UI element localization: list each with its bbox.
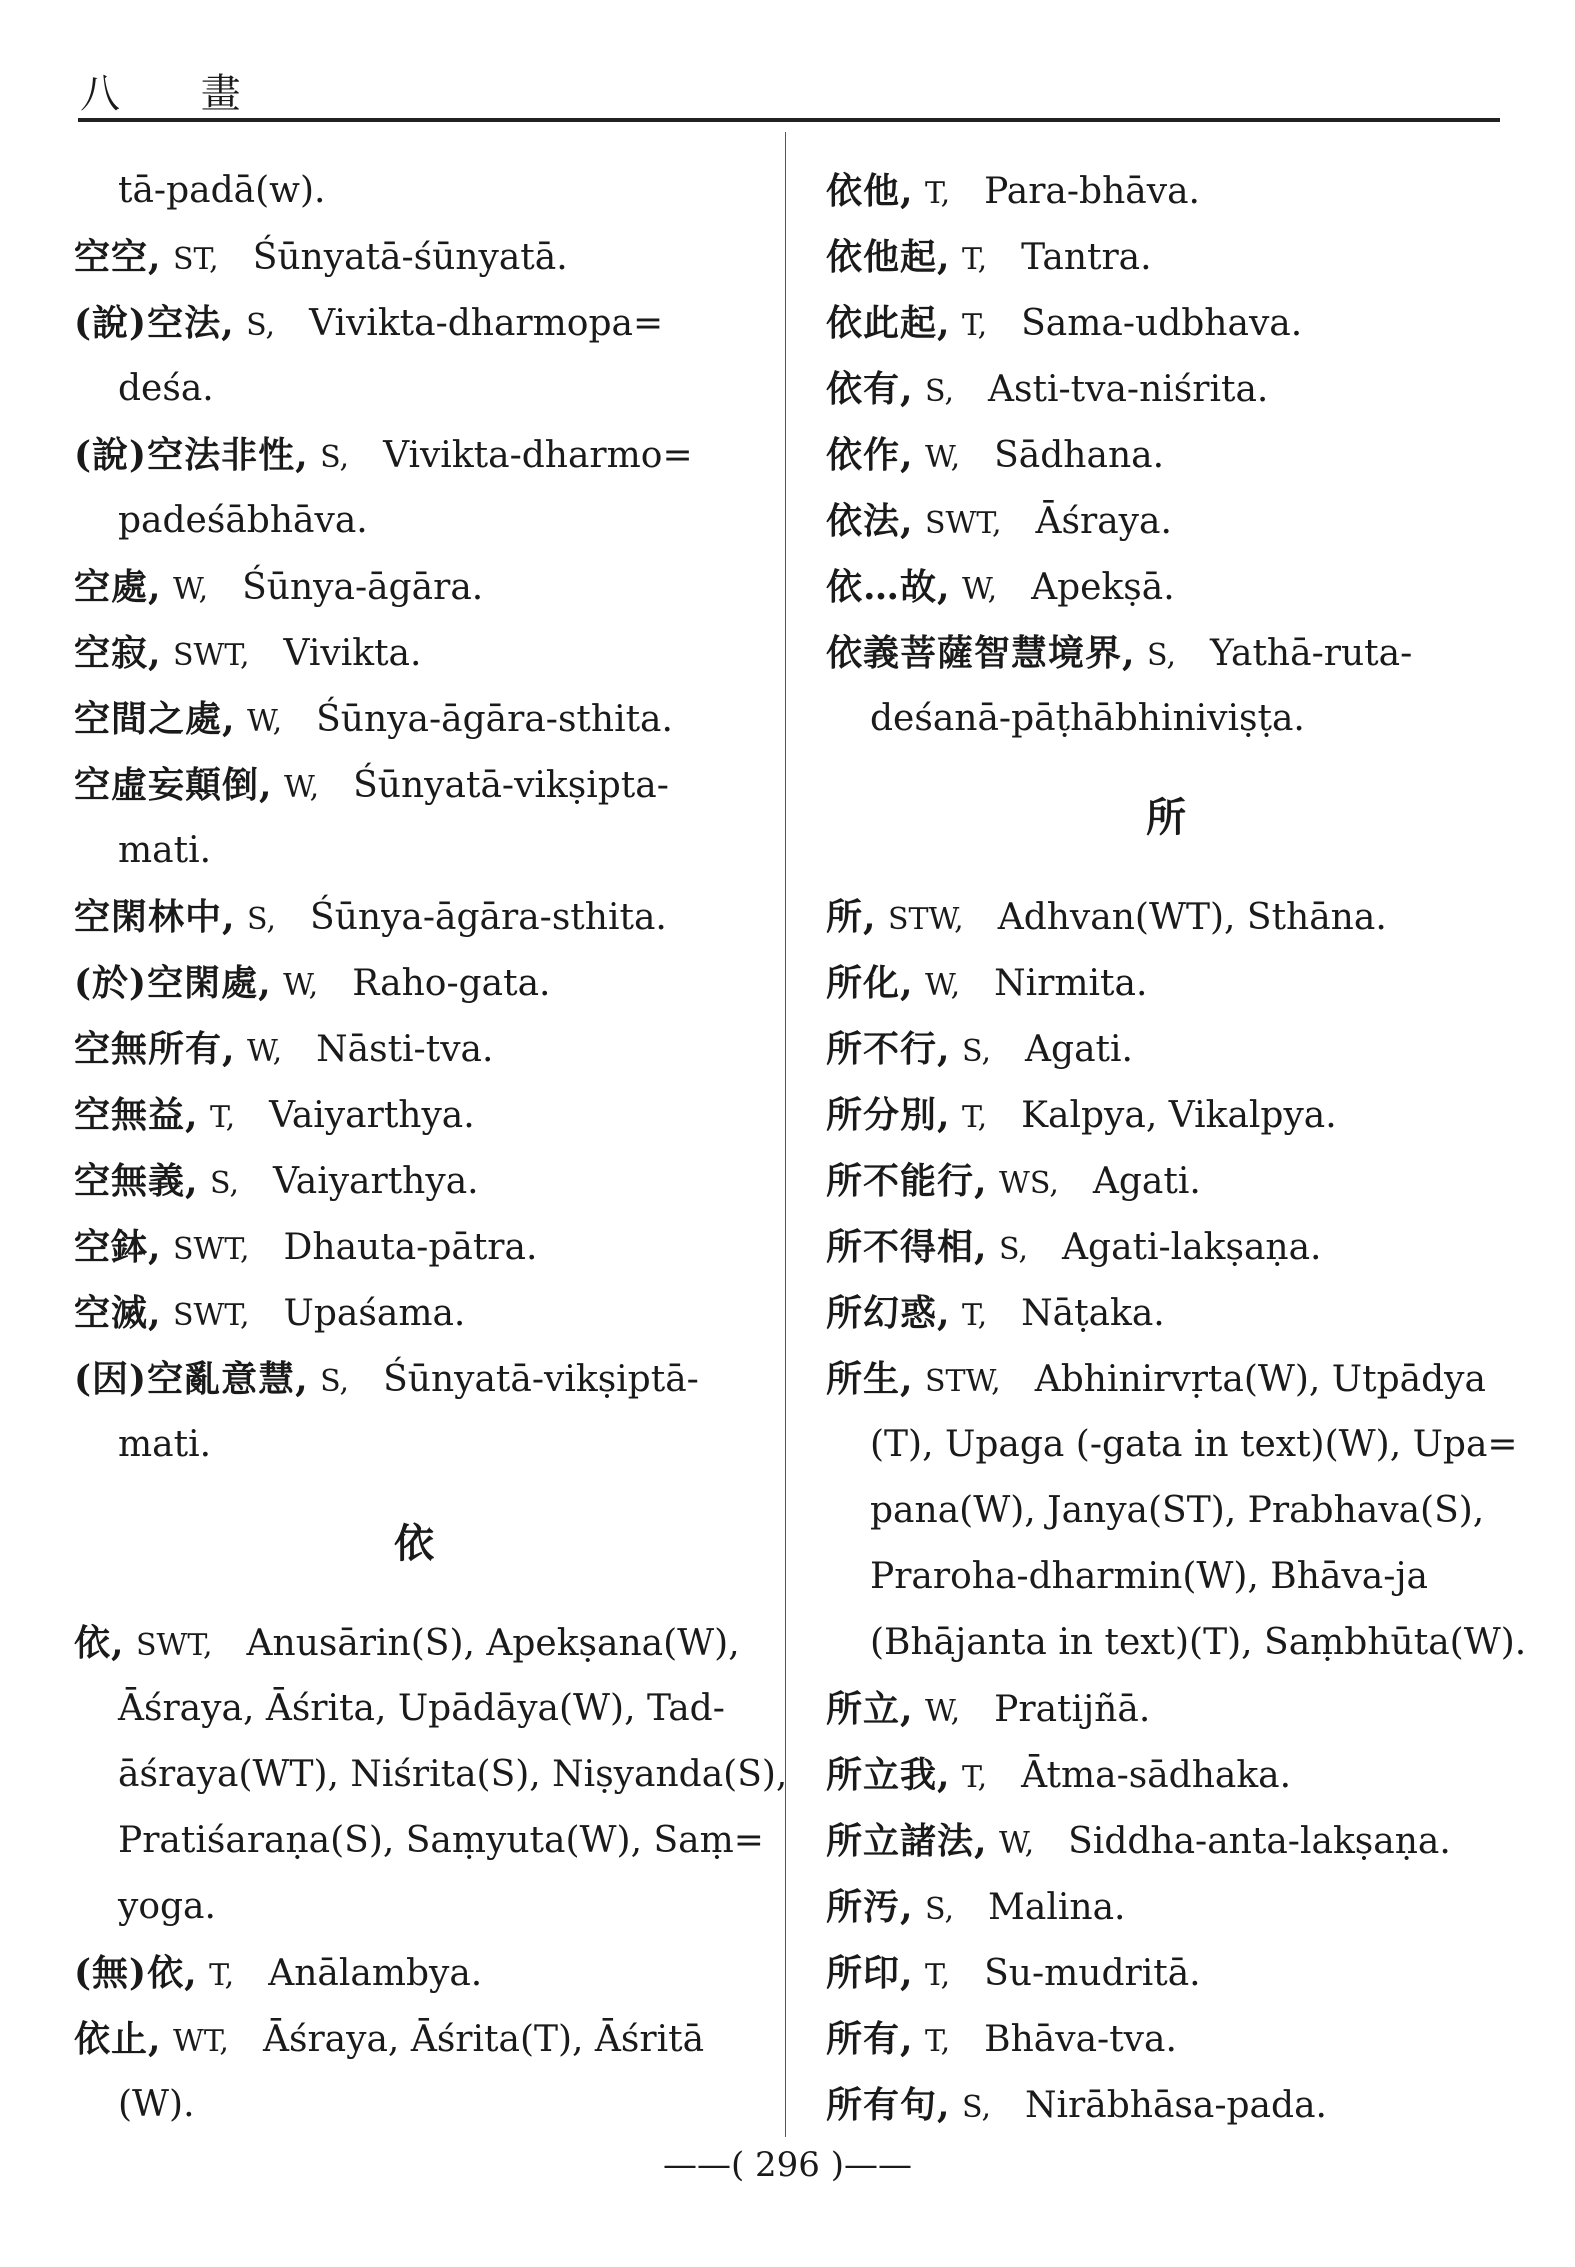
- entry-sanskrit: Agati.: [1092, 1161, 1201, 1202]
- entry-headword: 所立我,: [826, 1754, 951, 1796]
- entry-headword: (說)空法,: [74, 302, 235, 344]
- entry-source: STW,: [925, 1364, 1001, 1399]
- dictionary-entry: [826, 1808, 1506, 1874]
- entry-sanskrit: Kalpya, Vikalpya.: [1021, 1095, 1337, 1136]
- entry-sanskrit: Anusārin(S), Apekṣana(W),: [246, 1623, 740, 1664]
- section-heading: 依: [394, 1520, 434, 1567]
- entry-headword: 所化,: [826, 962, 914, 1004]
- entry-source: T,: [962, 1298, 988, 1333]
- entry-headword: (無)依,: [74, 1952, 198, 1994]
- entry-sanskrit: Śūnya-āgāra-sthita.: [316, 699, 673, 740]
- dictionary-entry: [826, 1016, 1506, 1082]
- entry-headword: 所,: [826, 896, 877, 938]
- entry-continuation: tā-padā(w).: [118, 170, 326, 211]
- entry-source: T,: [962, 1760, 988, 1795]
- entry-sanskrit: Āśraya, Āśrita(T), Āśritā: [262, 2019, 705, 2060]
- left-column: [74, 158, 788, 2138]
- entry-headword: 空無所有,: [74, 1028, 236, 1070]
- entry-sanskrit: Sama-udbhava.: [1021, 303, 1303, 344]
- dictionary-entry: [74, 224, 754, 290]
- entry-headword: 空虛妄顛倒,: [74, 764, 273, 806]
- entry-headword: 依義菩薩智慧境界,: [826, 632, 1136, 674]
- entry-sanskrit: Agati-lakṣaṇa.: [1062, 1227, 1322, 1268]
- entry-source: S,: [925, 374, 955, 409]
- entry-headword: 所汚,: [826, 1886, 914, 1928]
- entry-sanskrit: Vivikta-dharmo=: [383, 435, 693, 476]
- entry-sanskrit: Śūnyatā-śūnyatā.: [252, 237, 568, 278]
- entry-sanskrit: Raho-gata.: [352, 963, 551, 1004]
- entry-sanskrit: Nāsti-tva.: [316, 1029, 494, 1070]
- entry-sanskrit: Anālambya.: [268, 1953, 483, 1994]
- entry-continuation: (Bhājanta in text)(T), Saṃbhūta(W).: [870, 1622, 1527, 1663]
- entry-sanskrit: Adhvan(WT), Sthāna.: [997, 897, 1387, 938]
- entry-source: W,: [925, 1694, 961, 1729]
- entry-source: W,: [247, 1034, 283, 1069]
- entry-source: W,: [925, 440, 961, 475]
- entry-source: T,: [962, 242, 988, 277]
- dictionary-entry: [826, 1280, 1506, 1346]
- entry-headword: 空處,: [74, 566, 162, 608]
- entry-source: S,: [962, 2090, 992, 2125]
- entry-headword: 空無益,: [74, 1094, 199, 1136]
- entry-headword: 依他,: [826, 170, 914, 212]
- entry-source: W,: [925, 968, 961, 1003]
- entry-headword: 依…故,: [826, 566, 951, 608]
- entry-sanskrit: Śūnyatā-vikṣipta-: [353, 765, 669, 806]
- entry-headword: 所分別,: [826, 1094, 951, 1136]
- entry-headword: 依他起,: [826, 236, 951, 278]
- dictionary-entry: [826, 884, 1506, 950]
- entry-headword: 所不行,: [826, 1028, 951, 1070]
- entry-headword: 依法,: [826, 500, 914, 542]
- entry-source: S,: [247, 902, 277, 937]
- entry-headword: 空閑林中,: [74, 896, 236, 938]
- entry-headword: 所不得相,: [826, 1226, 988, 1268]
- entry-source: W,: [962, 572, 998, 607]
- entry-sanskrit: Vivikta-dharmopa=: [309, 303, 664, 344]
- entry-sanskrit: Yathā-ruta-: [1210, 633, 1413, 674]
- dictionary-entry: [74, 1940, 754, 2006]
- dictionary-entry: [826, 422, 1506, 488]
- section-heading: 所: [1146, 794, 1186, 841]
- entry-headword: 所有,: [826, 2018, 914, 2060]
- entry-sanskrit: Bhāva-tva.: [984, 2019, 1177, 2060]
- entry-sanskrit: Nirābhāsa-pada.: [1025, 2085, 1327, 2126]
- entry-sanskrit: Dhauta-pātra.: [283, 1227, 538, 1268]
- entry-headword: 依有,: [826, 368, 914, 410]
- dictionary-entry: [826, 2072, 1506, 2138]
- entry-headword: 空滅,: [74, 1292, 162, 1334]
- dictionary-entry: [74, 884, 754, 950]
- entry-headword: 空寂,: [74, 632, 162, 674]
- entry-sanskrit: Asti-tva-niśrita.: [988, 369, 1269, 410]
- entry-headword: (因)空亂意慧,: [74, 1358, 309, 1400]
- entry-source: SWT,: [925, 506, 1002, 541]
- entry-sanskrit: Siddha-anta-lakṣaṇa.: [1068, 1821, 1451, 1862]
- entry-source: T,: [925, 2024, 951, 2059]
- entry-source: S,: [1147, 638, 1177, 673]
- dictionary-entry: [74, 554, 754, 620]
- entry-continuation: deśanā-pāṭhābhiniviṣṭa.: [870, 698, 1305, 739]
- dictionary-entry: [74, 1346, 754, 1412]
- entry-source: W,: [999, 1826, 1035, 1861]
- entry-headword: (於)空閑處,: [74, 962, 272, 1004]
- entry-source: T,: [925, 176, 951, 211]
- dictionary-entry: [826, 1874, 1506, 1940]
- entry-sanskrit: Ātma-sādhaka.: [1021, 1755, 1292, 1796]
- entry-headword: 空間之處,: [74, 698, 236, 740]
- dictionary-entry: [826, 488, 1506, 554]
- entry-sanskrit: Agati.: [1025, 1029, 1133, 1070]
- dictionary-entry: [74, 1148, 754, 1214]
- dictionary-entry: [74, 1610, 754, 1676]
- entry-source: S,: [246, 308, 276, 343]
- dictionary-entry: [74, 1214, 754, 1280]
- dictionary-entry: [826, 950, 1506, 1016]
- entry-continuation: (T), Upaga (-gata in text)(W), Upa=: [870, 1424, 1518, 1465]
- dictionary-entry: [826, 356, 1506, 422]
- column-divider: [785, 132, 786, 2137]
- entry-continuation: (W).: [118, 2084, 195, 2125]
- entry-headword: (說)空法非性,: [74, 434, 309, 476]
- entry-source: W,: [173, 572, 209, 607]
- entry-continuation: āśraya(WT), Niśrita(S), Niṣyanda(S),: [118, 1754, 788, 1795]
- entry-source: S,: [925, 1892, 955, 1927]
- entry-sanskrit: Śūnya-āgāra.: [242, 567, 484, 608]
- dictionary-entry: [74, 2006, 754, 2072]
- entry-headword: 依此起,: [826, 302, 951, 344]
- entry-sanskrit: Śūnyatā-vikṣiptā-: [383, 1359, 699, 1400]
- dictionary-entry: [74, 422, 754, 488]
- entry-headword: 所生,: [826, 1358, 914, 1400]
- dictionary-entry: [826, 1346, 1506, 1412]
- entry-continuation: mati.: [118, 1424, 212, 1465]
- entry-sanskrit: Āśraya.: [1035, 501, 1172, 542]
- entry-source: T,: [925, 1958, 951, 1993]
- entry-sanskrit: Abhinirvṛta(W), Utpādya: [1034, 1359, 1486, 1400]
- entry-source: W,: [247, 704, 283, 739]
- dictionary-entry: [826, 1940, 1506, 2006]
- dictionary-entry: [826, 2006, 1506, 2072]
- running-header: 八 畫: [80, 71, 275, 117]
- entry-sanskrit: Pratijñā.: [994, 1689, 1151, 1730]
- entry-continuation: pana(W), Janya(ST), Prabhava(S),: [870, 1490, 1485, 1531]
- dictionary-entry: [826, 1742, 1506, 1808]
- entry-sanskrit: Sādhana.: [994, 435, 1165, 476]
- entry-source: SWT,: [173, 1298, 250, 1333]
- dictionary-entry: [826, 158, 1506, 224]
- entry-continuation: padeśābhāva.: [118, 500, 368, 541]
- dictionary-entry: [74, 1082, 754, 1148]
- entry-continuation: Āśraya, Āśrita, Upādāya(W), Tad-: [118, 1688, 725, 1729]
- dictionary-entry: [826, 554, 1506, 620]
- dictionary-entry: [826, 1214, 1506, 1280]
- entry-source: S,: [320, 440, 350, 475]
- entry-headword: 所不能行,: [826, 1160, 988, 1202]
- entry-headword: 依,: [74, 1622, 125, 1664]
- entry-continuation: Praroha-dharmin(W), Bhāva-ja: [870, 1556, 1428, 1597]
- page-number: ——( 296 )——: [662, 2145, 913, 2185]
- entry-source: S,: [962, 1034, 992, 1069]
- entry-source: WS,: [999, 1166, 1059, 1201]
- dictionary-entry: [74, 620, 754, 686]
- entry-headword: 所立,: [826, 1688, 914, 1730]
- entry-source: W,: [284, 770, 320, 805]
- entry-sanskrit: Malina.: [988, 1887, 1126, 1928]
- entry-source: S,: [999, 1232, 1029, 1267]
- entry-sanskrit: Apekṣā.: [1031, 567, 1175, 608]
- entry-headword: 所有句,: [826, 2084, 951, 2126]
- entry-sanskrit: Tantra.: [1021, 237, 1152, 278]
- dictionary-entry: [826, 1676, 1506, 1742]
- entry-continuation: Pratiśaraṇa(S), Saṃyuta(W), Saṃ=: [118, 1820, 764, 1861]
- entry-source: T,: [962, 308, 988, 343]
- entry-source: T,: [962, 1100, 988, 1135]
- entry-sanskrit: Nirmita.: [994, 963, 1148, 1004]
- entry-source: SWT,: [173, 1232, 250, 1267]
- entry-sanskrit: Vaiyarthya.: [273, 1161, 479, 1202]
- entry-headword: 依作,: [826, 434, 914, 476]
- entry-source: S,: [210, 1166, 240, 1201]
- entry-source: WT,: [173, 2024, 229, 2059]
- entry-sanskrit: Śūnya-āgāra-sthita.: [310, 897, 667, 938]
- entry-continuation: mati.: [118, 830, 212, 871]
- dictionary-entry: [826, 1148, 1506, 1214]
- entry-sanskrit: Su-mudritā.: [984, 1953, 1201, 1994]
- dictionary-entry: [74, 1016, 754, 1082]
- dictionary-entry: [74, 950, 754, 1016]
- entry-headword: 依止,: [74, 2018, 162, 2060]
- entry-continuation: deśa.: [118, 368, 214, 409]
- header-rule: [78, 118, 1500, 122]
- entry-source: T,: [209, 1958, 235, 1993]
- dictionary-entry: [826, 290, 1506, 356]
- entry-continuation: yoga.: [118, 1886, 216, 1927]
- entry-source: W,: [283, 968, 319, 1003]
- dictionary-entry: [74, 290, 754, 356]
- dictionary-entry: [826, 1082, 1506, 1148]
- entry-sanskrit: Upaśama.: [283, 1293, 466, 1334]
- entry-source: S,: [320, 1364, 350, 1399]
- entry-sanskrit: Vaiyarthya.: [269, 1095, 475, 1136]
- entry-source: T,: [210, 1100, 236, 1135]
- dictionary-entry: [74, 686, 754, 752]
- entry-sanskrit: Nāṭaka.: [1021, 1293, 1165, 1334]
- entry-headword: 所幻惑,: [826, 1292, 951, 1334]
- entry-source: SWT,: [173, 638, 250, 673]
- entry-headword: 空無義,: [74, 1160, 199, 1202]
- dictionary-entry: [826, 620, 1506, 686]
- entry-source: STW,: [888, 902, 964, 937]
- entry-sanskrit: Vivikta.: [283, 633, 422, 674]
- entry-headword: 空空,: [74, 236, 162, 278]
- dictionary-entry: [826, 224, 1506, 290]
- entry-source: SWT,: [136, 1628, 213, 1663]
- entry-headword: 所印,: [826, 1952, 914, 1994]
- dictionary-entry: [74, 752, 754, 818]
- dictionary-entry: [74, 1280, 754, 1346]
- entry-headword: 所立諸法,: [826, 1820, 988, 1862]
- right-column: [826, 158, 1527, 2138]
- entry-headword: 空鉢,: [74, 1226, 162, 1268]
- entry-source: ST,: [173, 242, 219, 277]
- entry-sanskrit: Para-bhāva.: [984, 171, 1200, 212]
